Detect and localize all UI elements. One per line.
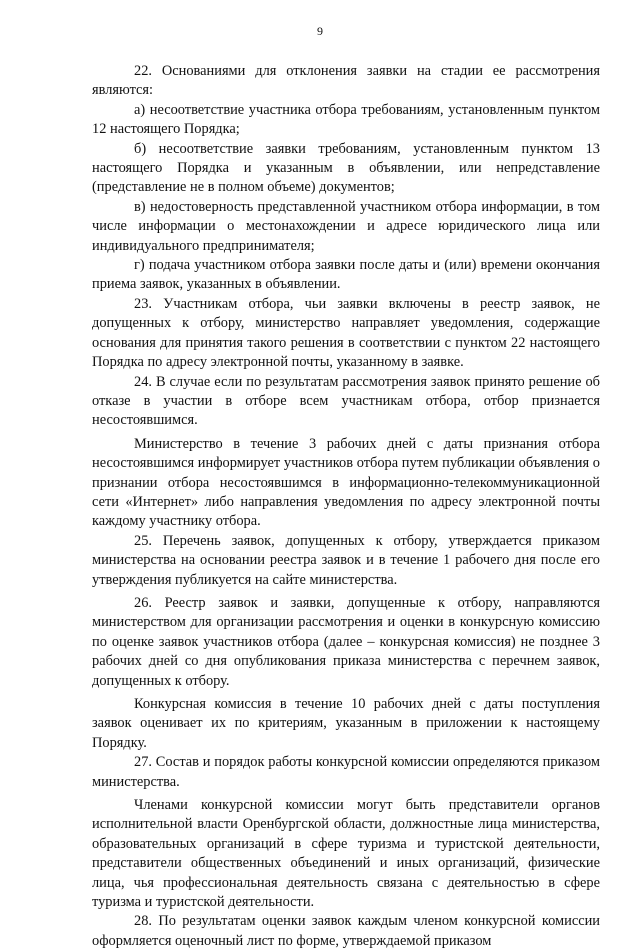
paragraph-25: 25. Перечень заявок, допущенных к отбору, утверждается приказом министерства на основании реестра заявок и в течение 1 рабочего дня после его утверждения публикуется на сайте министерства.	[92, 532, 600, 588]
paragraph-26: 26. Реестр заявок и заявки, допущенные к отбору, направляются министерством для организации рассмотрения и оценки в конкурсную комиссию по оценке заявок участников отбора (далее – конкурсная комиссия) не позднее 3 рабочих дней со дня опубликования приказа министерства с перечнем заявок, допущенных к отбору.	[92, 594, 600, 689]
paragraph-22-b: б) несоответствие заявки требованиям, установленным пунктом 13 настоящего Порядка и указанным в объявлении, или непредставление (представление не в полном объеме) документов;	[92, 140, 600, 196]
paragraph-27-members: Членами конкурсной комиссии могут быть представители органов исполнительной власти Оренбургской области, должностные лица министерства, образовательных организаций в сфере туризма и туристской деятельности, представители общественных объединений и иных организаций, физические лица, чья профессиональная деятельность связана с деятельностью в сфере туризма и туристской деятельности.	[92, 797, 600, 911]
paragraph-26-commission: Конкурсная комиссия в течение 10 рабочих дней с даты поступления заявок оценивает их по критериям, указанным в приложении к настоящему Порядку.	[92, 696, 600, 751]
paragraph-22-a: а) несоответствие участника отбора требованиям, установленным пунктом 12 настоящего Порядка;	[92, 101, 600, 138]
paragraph-22: 22. Основаниями для отклонения заявки на стадии ее рассмотрения являются:	[92, 63, 600, 99]
paragraph-24: 24. В случае если по результатам рассмотрения заявок принято решение об отказе в участии в отборе всем участникам отбора, отбор признается несостоявшимся.	[92, 373, 600, 429]
paragraph-22-v: в) недостоверность представленной участником отбора информации, в том числе информации о местонахождении и адресе юридического лица или индивидуального предпринимателя;	[92, 198, 600, 254]
paragraph-28: 28. По результатам оценки заявок каждым членом конкурсной комиссии оформляется оценочный лист по форме, утверждаемой приказом	[92, 913, 600, 949]
paragraph-22-g: г) подача участником отбора заявки после даты и (или) времени окончания приема заявок, указанных в объявлении.	[92, 257, 600, 293]
paragraph-27: 27. Состав и порядок работы конкурсной комиссии определяются приказом министерства.	[92, 754, 600, 790]
page-number: 9	[317, 24, 323, 38]
paragraph-24-notice: Министерство в течение 3 рабочих дней с даты признания отбора несостоявшимся информирует участников отбора путем публикации объявления о признании отбора несостоявшимся в информационно-телекоммуникационной сети «Интернет» либо направления уведомления по адресу электронной почты каждому участнику отбора.	[92, 435, 600, 530]
paragraph-23: 23. Участникам отбора, чьи заявки включены в реестр заявок, не допущенных к отбору, министерство направляет уведомления, содержащие основания для принятия такого решения в соответствии с пунктом 22 настоящего Порядка по адресу электронной почты, указанному в заявке.	[92, 295, 600, 371]
